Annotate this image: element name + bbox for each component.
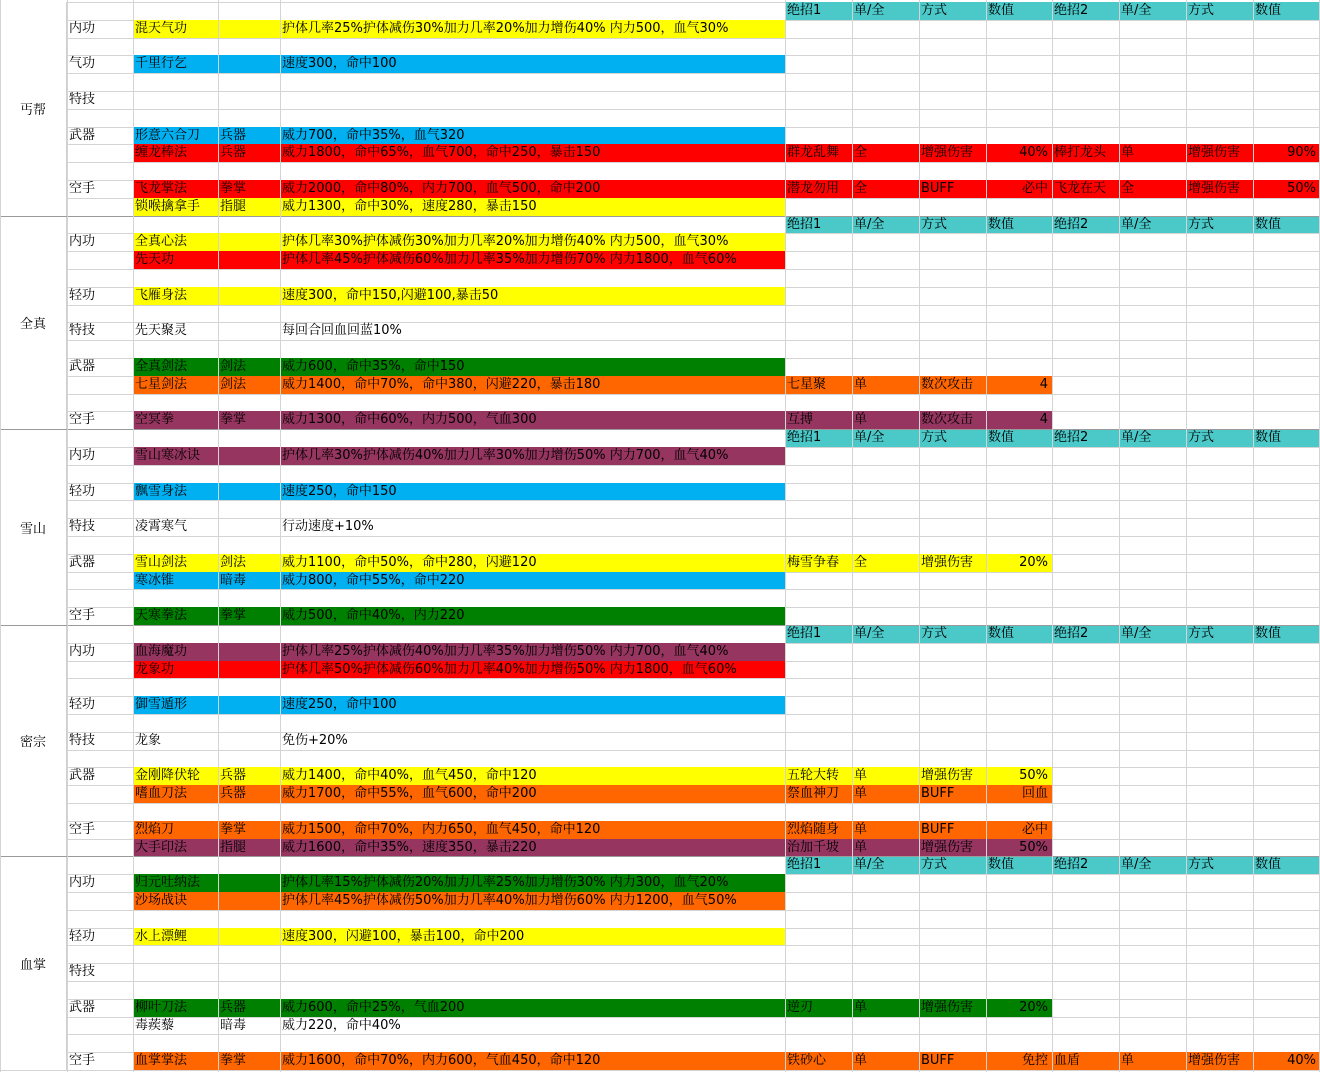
skill-desc-cell[interactable]: 护体几率15%护体减伤20%加力几率25%加力增伤30% 内力300，血气20%	[282, 875, 729, 891]
ultimate-m1-cell[interactable]: 增强伤害	[921, 839, 974, 855]
skill-name-cell[interactable]: 先天聚灵	[135, 323, 188, 339]
category-cell[interactable]: 武器	[69, 359, 96, 374]
skill-desc-cell[interactable]: 威力1700，命中55%，血气600，命中200	[282, 786, 537, 802]
skill-desc-cell[interactable]: 威力1600，命中35%，速度350，暴击220	[282, 839, 537, 855]
grid-col-line	[1186, 0, 1187, 1072]
category-cell[interactable]: 内功	[69, 20, 96, 36]
skill-type-cell[interactable]: 暗毒	[220, 572, 247, 588]
ultimate-s2-cell[interactable]: 单	[1121, 145, 1135, 161]
ultimate-m1-cell[interactable]: 数次攻击	[921, 376, 974, 392]
header-cell-s2[interactable]: 单/全	[1121, 430, 1152, 446]
grid-row-line	[0, 269, 1320, 270]
grid-col-line	[1119, 0, 1120, 1072]
ultimate-s1-cell[interactable]: 单	[854, 839, 868, 855]
ultimate-n1-cell[interactable]: 群龙乱舞	[787, 145, 840, 161]
sect-label[interactable]: 密宗	[0, 625, 67, 856]
grid-row-line	[0, 678, 1320, 679]
skill-name-cell[interactable]: 血掌掌法	[135, 1053, 188, 1069]
section-divider	[0, 429, 1320, 430]
header-cell-v2[interactable]: 数值	[1255, 3, 1282, 18]
skill-desc-cell[interactable]: 威力1800，命中65%，血气700，命中250，暴击150	[282, 145, 601, 161]
skill-type-cell[interactable]: 拳掌	[220, 181, 247, 196]
skill-name-cell[interactable]: 凌霄寒气	[135, 519, 188, 535]
grid-col-line	[986, 0, 987, 1072]
ultimate-v1-cell[interactable]: 4	[1039, 412, 1048, 428]
skill-type-cell[interactable]: 指腿	[220, 839, 247, 855]
skill-type-cell[interactable]: 兵器	[220, 768, 247, 784]
grid-col-line	[785, 0, 786, 1072]
ultimate-v1-cell[interactable]: 免控	[1021, 1053, 1048, 1069]
skill-name-cell[interactable]: 寒冰锥	[135, 572, 175, 588]
grid-row-line	[0, 465, 1320, 466]
category-cell[interactable]: 特技	[69, 92, 96, 107]
skill-type-cell[interactable]: 兵器	[220, 999, 247, 1015]
skill-desc-cell[interactable]: 威力500，命中40%，内力220	[282, 608, 465, 624]
skill-desc-cell[interactable]: 威力800，命中55%，命中220	[282, 572, 465, 588]
skill-name-cell[interactable]: 锁喉擒拿手	[135, 198, 201, 214]
section-divider	[0, 216, 1320, 217]
header-cell-v2[interactable]: 数值	[1255, 216, 1282, 232]
skill-desc-cell[interactable]: 每回合回血回蓝10%	[282, 323, 402, 339]
skill-name-cell[interactable]: 龙象功	[135, 661, 175, 677]
skill-desc-cell[interactable]: 威力700，命中35%，血气320	[282, 127, 465, 143]
grid-row-line	[0, 750, 1320, 751]
header-cell-n1[interactable]: 绝招1	[787, 857, 822, 873]
skill-desc-cell[interactable]: 速度250，命中150	[282, 483, 397, 499]
ultimate-s1-cell[interactable]: 单	[854, 999, 868, 1015]
ultimate-v1-cell[interactable]: 40%	[1019, 145, 1048, 161]
ultimate-s2-cell[interactable]: 单	[1121, 1053, 1135, 1069]
ultimate-m2-cell[interactable]: 增强伤害	[1188, 181, 1241, 196]
skill-desc-cell[interactable]: 威力1600，命中70%，内力600，气血450，命中120	[282, 1053, 601, 1069]
header-cell-s1[interactable]: 单/全	[854, 3, 885, 18]
ultimate-n1-cell[interactable]: 潜龙勿用	[787, 181, 840, 196]
sect-label[interactable]: 丐帮	[0, 2, 67, 216]
header-cell-n1[interactable]: 绝招1	[787, 430, 822, 446]
header-cell-n1[interactable]: 绝招1	[787, 3, 822, 18]
skill-desc-cell[interactable]: 威力1100，命中50%，命中280，闪避120	[282, 554, 537, 570]
header-cell-v2[interactable]: 数值	[1255, 626, 1282, 641]
category-cell[interactable]: 武器	[69, 554, 96, 570]
skill-desc-cell[interactable]: 护体几率45%护体减伤50%加力几率40%加力增伤60% 内力1200，血气50%	[282, 893, 737, 908]
category-cell[interactable]: 轻功	[69, 483, 96, 499]
grid-row-line	[0, 91, 1320, 92]
header-cell-m2[interactable]: 方式	[1188, 3, 1215, 18]
grid-row-line	[0, 340, 1320, 341]
header-cell-m1[interactable]: 方式	[921, 3, 948, 18]
category-cell[interactable]: 特技	[69, 732, 96, 748]
ultimate-m1-cell[interactable]: BUFF	[921, 181, 955, 196]
ultimate-v1-cell[interactable]: 50%	[1019, 839, 1048, 855]
header-cell-m1[interactable]: 方式	[921, 430, 948, 446]
grid-col-line	[919, 0, 920, 1072]
ultimate-n1-cell[interactable]: 烈焰随身	[787, 821, 840, 837]
grid-row-line	[0, 803, 1320, 804]
skill-name-cell[interactable]: 飞雁身法	[135, 287, 188, 303]
ultimate-n1-cell[interactable]: 七星聚	[787, 376, 827, 392]
skill-name-cell[interactable]: 金刚降伏轮	[135, 768, 201, 784]
header-cell-v2[interactable]: 数值	[1255, 857, 1282, 873]
ultimate-n1-cell[interactable]: 治加千坡	[787, 839, 840, 855]
ultimate-n2-cell[interactable]: 血盾	[1054, 1053, 1081, 1069]
category-cell[interactable]: 内功	[69, 234, 96, 250]
category-cell[interactable]: 空手	[69, 821, 96, 837]
skill-name-cell[interactable]: 御雪遁形	[135, 697, 188, 713]
skill-desc-cell[interactable]: 护体几率50%护体减伤60%加力几率40%加力增伤50% 内力1800，血气60%	[282, 661, 737, 677]
skill-desc-cell[interactable]: 护体几率25%护体减伤40%加力几率35%加力增伤50% 内力700，血气40%	[282, 643, 729, 659]
category-cell[interactable]: 内功	[69, 875, 96, 891]
grid-row-line	[0, 38, 1320, 39]
ultimate-m2-cell[interactable]: 增强伤害	[1188, 1053, 1241, 1069]
header-cell-m2[interactable]: 方式	[1188, 430, 1215, 446]
ultimate-n2-cell[interactable]: 棒打龙头	[1054, 145, 1107, 161]
category-cell[interactable]: 特技	[69, 964, 96, 980]
skill-name-cell[interactable]: 归元吐纳法	[135, 875, 201, 891]
ultimate-s1-cell[interactable]: 单	[854, 412, 868, 428]
header-cell-s2[interactable]: 单/全	[1121, 626, 1152, 641]
grid-row-line	[0, 910, 1320, 911]
skill-desc-cell[interactable]: 免伤+20%	[282, 732, 348, 748]
skill-type-cell[interactable]: 拳掌	[220, 1053, 247, 1069]
skill-desc-cell[interactable]: 护体几率45%护体减伤60%加力几率35%加力增伤70% 内力1800，血气60%	[282, 252, 737, 268]
skill-desc-cell[interactable]: 速度300，命中150,闪避100,暴击50	[282, 287, 499, 303]
skill-name-cell[interactable]: 缠龙棒法	[135, 145, 188, 161]
skill-type-cell[interactable]: 拳掌	[220, 821, 247, 837]
header-cell-v1[interactable]: 数值	[988, 430, 1015, 446]
header-cell-m2[interactable]: 方式	[1188, 626, 1215, 641]
grid-row-line	[0, 500, 1320, 501]
header-cell-s1[interactable]: 单/全	[854, 857, 885, 873]
category-cell[interactable]: 空手	[69, 181, 96, 196]
header-cell-v1[interactable]: 数值	[988, 3, 1015, 18]
skill-name-cell[interactable]: 毒蒺藜	[135, 1017, 175, 1033]
skill-name-cell[interactable]: 千里行乞	[135, 56, 188, 72]
ultimate-v1-cell[interactable]: 20%	[1019, 999, 1048, 1015]
ultimate-n1-cell[interactable]: 五轮大转	[787, 768, 840, 784]
header-cell-m1[interactable]: 方式	[921, 857, 948, 873]
skill-name-cell[interactable]: 烈焰刀	[135, 821, 175, 837]
skill-desc-cell[interactable]: 威力1400，命中70%，命中380，闪避220，暴击180	[282, 376, 601, 392]
skill-name-cell[interactable]: 空冥拳	[135, 412, 175, 428]
ultimate-m1-cell[interactable]: 数次攻击	[921, 412, 974, 428]
skill-name-cell[interactable]: 飞龙掌法	[135, 181, 188, 196]
ultimate-n1-cell[interactable]: 逆刃	[787, 999, 814, 1015]
category-cell[interactable]: 内功	[69, 643, 96, 659]
section-divider	[0, 625, 1320, 626]
ultimate-s1-cell[interactable]: 全	[854, 145, 868, 161]
ultimate-m1-cell[interactable]: BUFF	[921, 821, 955, 837]
category-cell[interactable]: 轻功	[69, 928, 96, 944]
skill-name-cell[interactable]: 形意六合刀	[135, 127, 201, 143]
sect-label[interactable]: 雪山	[0, 429, 67, 625]
header-cell-m1[interactable]: 方式	[921, 626, 948, 641]
sect-label[interactable]: 全真	[0, 216, 67, 430]
ultimate-n1-cell[interactable]: 铁砂心	[787, 1053, 827, 1069]
ultimate-m2-cell[interactable]: 增强伤害	[1188, 145, 1241, 161]
ultimate-m1-cell[interactable]: BUFF	[921, 1053, 955, 1069]
skill-desc-cell[interactable]: 威力1300，命中30%，速度280，暴击150	[282, 198, 537, 214]
category-cell[interactable]: 轻功	[69, 697, 96, 713]
ultimate-s1-cell[interactable]: 单	[854, 768, 868, 784]
category-cell[interactable]: 空手	[69, 412, 96, 428]
grid-row-line	[0, 536, 1320, 537]
skill-name-cell[interactable]: 飘雪身法	[135, 483, 188, 499]
skill-name-cell[interactable]: 沙场战诀	[135, 893, 188, 908]
skill-type-cell[interactable]: 拳掌	[220, 608, 247, 624]
header-cell-s2[interactable]: 单/全	[1121, 216, 1152, 232]
category-cell[interactable]: 空手	[69, 608, 96, 624]
ultimate-v2-cell[interactable]: 90%	[1287, 145, 1316, 161]
ultimate-v1-cell[interactable]: 回血	[1021, 786, 1048, 802]
category-cell[interactable]: 气功	[69, 56, 96, 72]
grid-row-line	[0, 1070, 1320, 1071]
ultimate-m1-cell[interactable]: BUFF	[921, 786, 955, 802]
grid-row-line	[0, 714, 1320, 715]
ultimate-n1-cell[interactable]: 互搏	[787, 412, 814, 428]
grid-col-line	[1253, 0, 1254, 1072]
ultimate-s1-cell[interactable]: 单	[854, 786, 868, 802]
category-cell[interactable]: 武器	[69, 999, 96, 1015]
skill-type-cell[interactable]: 暗毒	[220, 1017, 247, 1033]
header-cell-n2[interactable]: 绝招2	[1054, 216, 1089, 232]
skill-type-cell[interactable]: 剑法	[220, 554, 247, 570]
skill-desc-cell[interactable]: 速度300，闪避100，暴击100，命中200	[282, 928, 525, 944]
skill-desc-cell[interactable]: 威力600，命中25%，气血200	[282, 999, 465, 1015]
skill-desc-cell[interactable]: 威力1300，命中60%，内力500，气血300	[282, 412, 537, 428]
skill-name-cell[interactable]: 先天功	[135, 252, 175, 268]
skill-desc-cell[interactable]: 威力2000，命中80%，内力700，血气500，命中200	[282, 181, 601, 196]
skill-name-cell[interactable]: 雪山寒冰诀	[135, 448, 201, 463]
skill-name-cell[interactable]: 七星剑法	[135, 376, 188, 392]
grid-row-line	[0, 305, 1320, 306]
category-cell[interactable]: 武器	[69, 127, 96, 143]
ultimate-s1-cell[interactable]: 单	[854, 1053, 868, 1069]
skill-desc-cell[interactable]: 行动速度+10%	[282, 519, 374, 535]
header-cell-m2[interactable]: 方式	[1188, 216, 1215, 232]
ultimate-m1-cell[interactable]: 增强伤害	[921, 999, 974, 1015]
grid-col-line	[218, 0, 219, 1072]
category-cell[interactable]: 特技	[69, 323, 96, 339]
ultimate-s1-cell[interactable]: 全	[854, 554, 868, 570]
skill-desc-cell[interactable]: 护体几率30%护体减伤40%加力几率30%加力增伤50% 内力700，血气40%	[282, 448, 729, 463]
ultimate-v1-cell[interactable]: 必中	[1021, 181, 1048, 196]
ultimate-v2-cell[interactable]: 40%	[1287, 1053, 1316, 1069]
skill-desc-cell[interactable]: 威力1500，命中70%，内力650，血气450，命中120	[282, 821, 601, 837]
skill-desc-cell[interactable]: 威力1400，命中40%，血气450，命中120	[282, 768, 537, 784]
ultimate-v1-cell[interactable]: 50%	[1019, 768, 1048, 784]
header-cell-n1[interactable]: 绝招1	[787, 216, 822, 232]
skill-name-cell[interactable]: 全真剑法	[135, 359, 188, 374]
skill-name-cell[interactable]: 血海魔功	[135, 643, 188, 659]
ultimate-s2-cell[interactable]: 全	[1121, 181, 1135, 196]
ultimate-m1-cell[interactable]: 增强伤害	[921, 554, 974, 570]
grid-col-line	[1052, 0, 1053, 1072]
grid-col-line	[852, 0, 853, 1072]
grid-row-line	[0, 981, 1320, 982]
ultimate-n1-cell[interactable]: 梅雪争春	[787, 554, 840, 570]
header-cell-s2[interactable]: 单/全	[1121, 857, 1152, 873]
skill-desc-cell[interactable]: 威力600，命中35%，命中150	[282, 359, 465, 374]
skill-desc-cell[interactable]: 速度300，命中100	[282, 56, 397, 72]
grid-row-line	[0, 394, 1320, 395]
skill-type-cell[interactable]: 兵器	[220, 127, 247, 143]
skill-name-cell[interactable]: 柳叶刀法	[135, 999, 188, 1015]
ultimate-v2-cell[interactable]: 50%	[1287, 181, 1316, 196]
header-cell-n2[interactable]: 绝招2	[1054, 3, 1089, 18]
category-cell[interactable]: 空手	[69, 1053, 96, 1069]
skill-type-cell[interactable]: 兵器	[220, 145, 247, 161]
header-cell-n2[interactable]: 绝招2	[1054, 626, 1089, 641]
category-cell[interactable]: 武器	[69, 768, 96, 784]
header-cell-n2[interactable]: 绝招2	[1054, 857, 1089, 873]
skill-name-cell[interactable]: 天寒拳法	[135, 608, 188, 624]
header-cell-s2[interactable]: 单/全	[1121, 3, 1152, 18]
section-divider	[0, 856, 1320, 857]
skill-name-cell[interactable]: 全真心法	[135, 234, 188, 250]
skill-desc-cell[interactable]: 威力220，命中40%	[282, 1017, 401, 1033]
header-cell-s1[interactable]: 单/全	[854, 626, 885, 641]
header-cell-m2[interactable]: 方式	[1188, 857, 1215, 873]
ultimate-s1-cell[interactable]: 单	[854, 376, 868, 392]
header-cell-m1[interactable]: 方式	[921, 216, 948, 232]
ultimate-m1-cell[interactable]: 增强伤害	[921, 768, 974, 784]
skill-name-cell[interactable]: 龙象	[135, 732, 162, 748]
header-cell-n2[interactable]: 绝招2	[1054, 430, 1089, 446]
header-cell-v1[interactable]: 数值	[988, 857, 1015, 873]
grid-col-line	[280, 0, 281, 1072]
header-cell-s1[interactable]: 单/全	[854, 216, 885, 232]
ultimate-v1-cell[interactable]: 4	[1039, 376, 1048, 392]
skill-type-cell[interactable]: 拳掌	[220, 412, 247, 428]
ultimate-n2-cell[interactable]: 飞龙在天	[1054, 181, 1107, 196]
sect-label[interactable]: 血掌	[0, 856, 67, 1070]
category-cell[interactable]: 内功	[69, 448, 96, 463]
skill-name-cell[interactable]: 水上漂鲤	[135, 928, 188, 944]
grid-row-line	[0, 73, 1320, 74]
header-cell-v1[interactable]: 数值	[988, 216, 1015, 232]
ultimate-v1-cell[interactable]: 必中	[1021, 821, 1048, 837]
category-cell[interactable]: 轻功	[69, 287, 96, 303]
skill-desc-cell[interactable]: 护体几率25%护体减伤30%加力几率20%加力增伤40% 内力500，血气30%	[282, 20, 729, 36]
skill-desc-cell[interactable]: 护体几率30%护体减伤30%加力几率20%加力增伤40% 内力500，血气30%	[282, 234, 729, 250]
header-cell-n1[interactable]: 绝招1	[787, 626, 822, 641]
skill-type-cell[interactable]: 兵器	[220, 786, 247, 802]
skill-name-cell[interactable]: 混天气功	[135, 20, 188, 36]
grid-col-line	[67, 0, 68, 1072]
header-cell-s1[interactable]: 单/全	[854, 430, 885, 446]
grid-row-line	[0, 589, 1320, 590]
skill-name-cell[interactable]: 嗜血刀法	[135, 786, 188, 802]
grid-row-line	[0, 109, 1320, 110]
grid-col-line	[133, 0, 134, 1072]
ultimate-s1-cell[interactable]: 单	[854, 821, 868, 837]
category-cell[interactable]: 特技	[69, 519, 96, 535]
grid-row-line	[0, 945, 1320, 946]
grid-row-line	[0, 162, 1320, 163]
grid-row-line	[0, 963, 1320, 964]
ultimate-v1-cell[interactable]: 20%	[1019, 554, 1048, 570]
header-cell-v2[interactable]: 数值	[1255, 430, 1282, 446]
skill-type-cell[interactable]: 剑法	[220, 376, 247, 392]
skill-desc-cell[interactable]: 速度250，命中100	[282, 697, 397, 713]
skill-name-cell[interactable]: 大手印法	[135, 839, 188, 855]
grid-row-line	[0, 1034, 1320, 1035]
header-cell-v1[interactable]: 数值	[988, 626, 1015, 641]
skill-type-cell[interactable]: 剑法	[220, 359, 247, 374]
grid-col-line	[0, 0, 1, 1072]
ultimate-n1-cell[interactable]: 祭血神刀	[787, 786, 840, 802]
skill-name-cell[interactable]: 雪山剑法	[135, 554, 188, 570]
ultimate-m1-cell[interactable]: 增强伤害	[921, 145, 974, 161]
ultimate-s1-cell[interactable]: 全	[854, 181, 868, 196]
skill-type-cell[interactable]: 指腿	[220, 198, 247, 214]
